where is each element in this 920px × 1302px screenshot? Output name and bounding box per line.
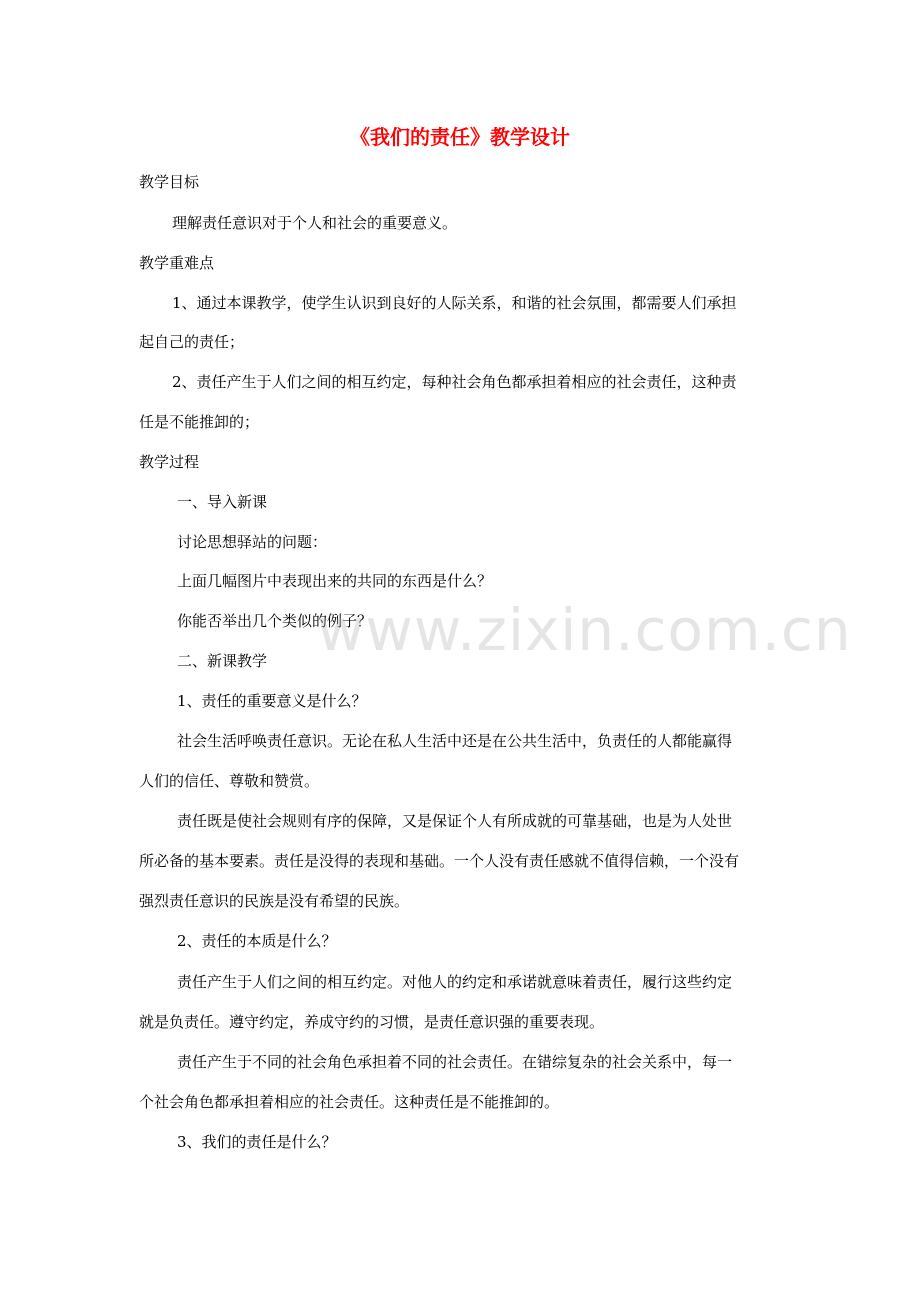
paragraph-1-line-1: 社会生活呼唤责任意识。无论在私人生活中还是在公共生活中，负责任的人都能赢得 [177, 732, 733, 750]
key-point-2-line-2: 任是不能推卸的； [139, 413, 260, 431]
paragraph-4-line-1: 责任产生于不同的社会角色承担着不同的社会责任。在错综复杂的社会关系中，每一 [177, 1053, 733, 1071]
paragraph-2-line-1: 责任既是使社会规则有序的保障，又是保证个人有所成就的可靠基础，也是为人处世 [177, 812, 733, 830]
part-1-heading: 一、导入新课 [177, 493, 268, 511]
section-heading-objectives: 教学目标 [139, 173, 200, 191]
paragraph-2-line-3: 强烈责任意识的民族是没有希望的民族。 [139, 892, 410, 910]
subsection-2-heading: 2、责任的本质是什么？ [177, 932, 337, 950]
key-point-2-line-1: 2、责任产生于人们之间的相互约定，每种社会角色都承担着相应的社会责任，这种责 [172, 373, 737, 391]
paragraph-3-line-1: 责任产生于人们之间的相互约定。对他人的约定和承诺就意味着责任，履行这些约定 [177, 973, 733, 991]
document-title: 《我们的责任》教学设计 [350, 125, 570, 149]
paragraph-1-line-2: 人们的信任、尊敬和赞赏。 [139, 772, 320, 790]
section-heading-process: 教学过程 [139, 453, 200, 471]
part-2-heading: 二、新课教学 [177, 652, 268, 670]
subsection-3-heading: 3、我们的责任是什么？ [177, 1133, 337, 1151]
discussion-question-2: 你能否举出几个类似的例子？ [177, 612, 373, 630]
key-point-1-line-1: 1、通过本课教学，使学生认识到良好的人际关系，和谐的社会氛围，都需要人们承担 [172, 294, 737, 312]
section-heading-key-points: 教学重难点 [139, 254, 215, 272]
discussion-intro: 讨论思想驿站的问题： [177, 533, 328, 551]
watermark-text: www.zixin.com.cn [317, 596, 852, 664]
discussion-question-1: 上面几幅图片中表现出来的共同的东西是什么？ [177, 572, 493, 590]
paragraph-2-line-2: 所必备的基本要素。责任是没得的表现和基础。一个人没有责任感就不值得信赖，一个没有 [139, 852, 740, 870]
paragraph-4-line-2: 个社会角色都承担着相应的社会责任。这种责任是不能推卸的。 [139, 1093, 560, 1111]
objective-text: 理解责任意识对于个人和社会的重要意义。 [172, 214, 458, 232]
key-point-1-line-2: 起自己的责任； [139, 333, 245, 351]
subsection-1-heading: 1、责任的重要意义是什么？ [177, 692, 367, 710]
paragraph-3-line-2: 就是负责任。遵守约定，养成守约的习惯，是责任意识强的重要表现。 [139, 1013, 605, 1031]
